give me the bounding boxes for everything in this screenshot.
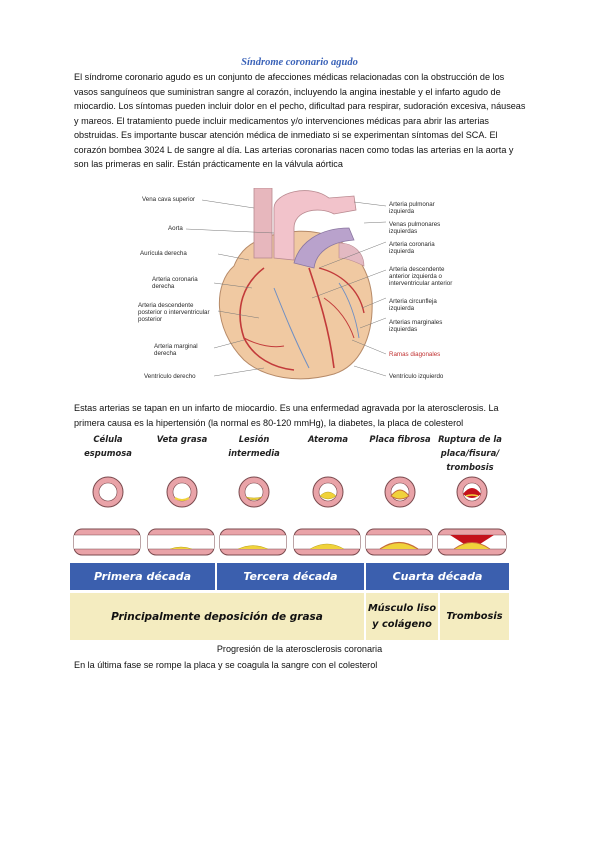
stage-label-placa-fibrosa: Placa fibrosa bbox=[369, 434, 431, 444]
heart-label-ventriculo-izquierdo: Ventrículo izquierdo bbox=[389, 373, 444, 380]
final-paragraph: En la última fase se rompe la placa y se coagula la sangre con el colesterol bbox=[74, 660, 378, 670]
heart-label-arteria-descendente-anterior: Arteria descendente anterior izquierda o interventricular anterior bbox=[389, 266, 453, 287]
stage-label-lesion-intermedia: Lesión intermedia bbox=[228, 434, 280, 458]
heart-label-aorta: Aorta bbox=[168, 225, 183, 232]
cross-section-6 bbox=[457, 477, 487, 507]
cross-section-2 bbox=[167, 477, 197, 507]
heart-label-arteria-coronaria-derecha: Arteria coronaria derecha bbox=[152, 276, 198, 290]
page-title: Síndrome coronario agudo bbox=[241, 57, 358, 68]
process-musculo-liso: Músculo liso y colágeno bbox=[367, 602, 437, 630]
heart-label-ventriculo-derecho: Ventrículo derecho bbox=[144, 373, 196, 380]
vessel-long-5 bbox=[366, 529, 432, 555]
decade-tercera: Tercera década bbox=[243, 570, 338, 583]
infarct-paragraph: Estas arterias se tapan en un infarto de miocardio. Es una enfermedad agravada por la aterosclerosis. La primera causa es la hipertensión (la normal es 80-120 mmHg), la diabetes, la placa de colesterol bbox=[74, 403, 499, 428]
heart-label-ramas-diagonales: Ramas diagonales bbox=[389, 351, 441, 358]
heart-label-arterias-marginales-izquierdas: Arterias marginales izquierdas bbox=[389, 319, 443, 333]
heart-label-arteria-circunfleja-izquierda: Arteria circunfleja izquierda bbox=[389, 298, 437, 312]
cross-section-3 bbox=[239, 477, 269, 507]
heart-label-arteria-coronaria-izquierda: Arteria coronaria izquierda bbox=[389, 241, 435, 255]
stage-label-ruptura: Ruptura de la placa/fisura/ trombosis bbox=[438, 434, 502, 472]
vessel-long-3 bbox=[220, 529, 286, 555]
vessel-long-4 bbox=[294, 529, 360, 555]
decade-primera: Primera década bbox=[93, 570, 192, 583]
heart-label-venas-pulmonares-izquierdas: Venas pulmonares izquierdas bbox=[389, 221, 441, 235]
process-trombosis: Trombosis bbox=[446, 610, 503, 622]
stage-label-ateroma: Ateroma bbox=[308, 434, 348, 444]
cross-section-1 bbox=[93, 477, 123, 507]
stage-label-veta-grasa: Veta grasa bbox=[156, 434, 208, 444]
heart-label-arteria-pulmonar-izquierda: Arteria pulmonar izquierda bbox=[389, 201, 435, 215]
heart-label-arteria-marginal-derecha: Arteria marginal derecha bbox=[154, 343, 198, 357]
figure-caption: Progresión de la aterosclerosis coronaria bbox=[216, 644, 383, 654]
heart-label-arteria-descendente-posterior: Arteria descendente posterior o interventricular posterior bbox=[138, 302, 210, 323]
vessel-cross-sections bbox=[70, 432, 509, 563]
stage-label-celula-espumosa: Célula espumosa bbox=[84, 434, 132, 458]
heart-label-vena-cava-superior: Vena cava superior bbox=[142, 196, 195, 203]
atherosclerosis-figure bbox=[70, 432, 509, 640]
intro-paragraph: El síndrome coronario agudo es un conjunto de afecciones médicas relacionadas con la obstrucción de los vasos sanguíneos que suministran sangre al corazón, incluyendo la angina inestable y el infarto agudo de miocardio. Los síntomas pueden incluir dolor en el pecho, dificultad para respirar, sudoración excesiva, náuseas y mareos. El tratamiento puede incluir medicamentos y/o intervenciones médicas para abrir las arterias obstruidas. Es importante buscar atención médica de inmediato si se experimentan síntomas del SCA. El corazón bombea 3024 L de sangre al día. Las arterias coronarias nacen como todas las arterias en la aorta y son las primeras en salir. Están prácticamente en la válvula aórtica bbox=[74, 72, 526, 169]
heart-label-auricula-derecha: Aurícula derecha bbox=[140, 250, 187, 257]
cross-section-4 bbox=[313, 477, 343, 507]
cross-section-5 bbox=[385, 477, 415, 507]
decade-cuarta: Cuarta década bbox=[392, 570, 483, 583]
vessel-long-2 bbox=[148, 529, 214, 555]
process-deposicion-grasa: Principalmente deposición de grasa bbox=[111, 610, 323, 623]
vessel-long-1 bbox=[74, 529, 140, 555]
heart-illustration bbox=[134, 188, 464, 385]
vessel-long-6 bbox=[438, 529, 506, 555]
